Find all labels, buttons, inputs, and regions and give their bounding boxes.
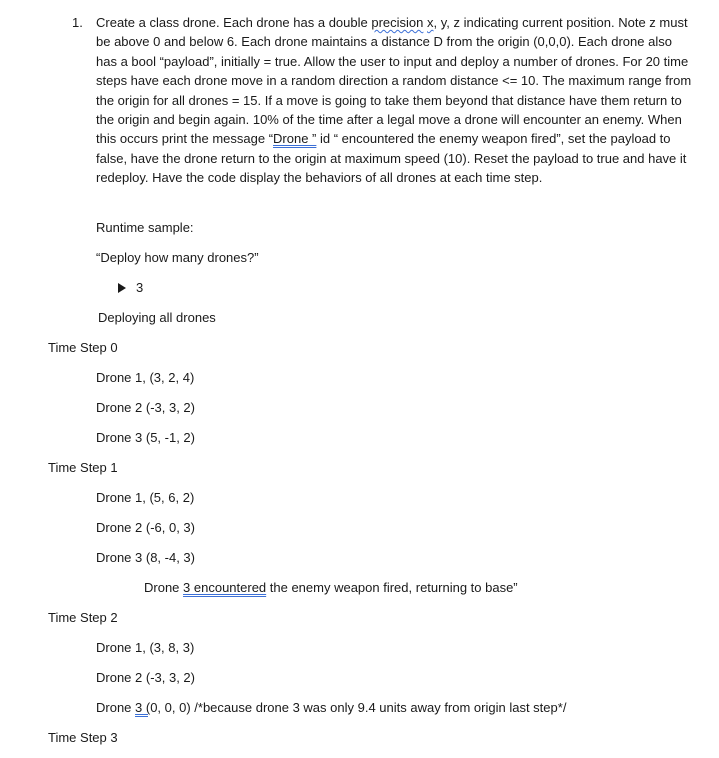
step1-drone-3: Drone 3 (8, -4, 3) (96, 550, 195, 565)
time-step-0-title: Time Step 0 (48, 340, 118, 355)
arrow-bullet-icon (118, 283, 126, 293)
grammar-flag-encountered: 3 encountered (183, 580, 267, 595)
grammar-flag-drone: Drone ” (273, 131, 317, 147)
encounter-text-b: the enemy weapon fired, returning to base” (266, 580, 518, 595)
input-bullet (118, 278, 143, 297)
step2-drone-3 (96, 698, 566, 717)
question-text-3: , y, z indicating current position. Note z must be above 0 and below 6. Each drone maintains a distance D from the origin (0,0,0). Each drone also has a bool “payload”, initially = true. Allow the user to input and deploy a number of drones. For 20 time steps have each drone move in a random direction a random distance <= 10. The maximum range from the origin for all drones = 15. If a move is going to take them beyond that distance have them return to the origin and begin again. 10% of the time after a legal move a drone will encounter an enemy. When this occurs print the message “ (96, 15, 692, 147)
grammar-flag-3: 3 ( (135, 700, 151, 715)
time-step-3-title: Time Step 3 (48, 730, 118, 745)
deploy-prompt: “Deploy how many drones?” (96, 250, 259, 265)
question-paragraph (96, 13, 696, 188)
input-value: 3 (136, 280, 144, 295)
step2-drone-2: Drone 2 (-3, 3, 2) (96, 670, 195, 685)
question-text-4: id “ encountered the enemy weapon fired”, set the payload to false, have the drone return to the origin at maximum speed (10). Reset the payload to true and have it redeploy. Have the code display the behaviors of all drones at each time step. (96, 131, 687, 186)
step0-drone-1: Drone 1, (3, 2, 4) (96, 370, 195, 385)
list-number: 1. (72, 15, 83, 30)
time-step-1-title: Time Step 1 (48, 460, 118, 475)
step2-drone-1: Drone 1, (3, 8, 3) (96, 640, 195, 655)
step2-drone-3-a: Drone (96, 700, 136, 715)
step2-drone-3-b: 0, 0, 0) /*because drone 3 was only 9.4 units away from origin last step*/ (150, 700, 567, 715)
step1-drone-1: Drone 1, (5, 6, 2) (96, 490, 195, 505)
step1-drone-2: Drone 2 (-6, 0, 3) (96, 520, 195, 535)
question-text-1: Create a class drone. Each drone has a double (96, 15, 372, 30)
step0-drone-2: Drone 2 (-3, 3, 2) (96, 400, 195, 415)
deploying-text: Deploying all drones (98, 310, 216, 325)
step0-drone-3: Drone 3 (5, -1, 2) (96, 430, 195, 445)
runtime-label: Runtime sample: (96, 220, 194, 235)
spell-flag-precision: precision (371, 15, 424, 30)
spell-flag-x: x (427, 15, 434, 30)
step1-encounter-message (144, 578, 518, 597)
encounter-text-a: Drone (144, 580, 184, 595)
time-step-2-title: Time Step 2 (48, 610, 118, 625)
